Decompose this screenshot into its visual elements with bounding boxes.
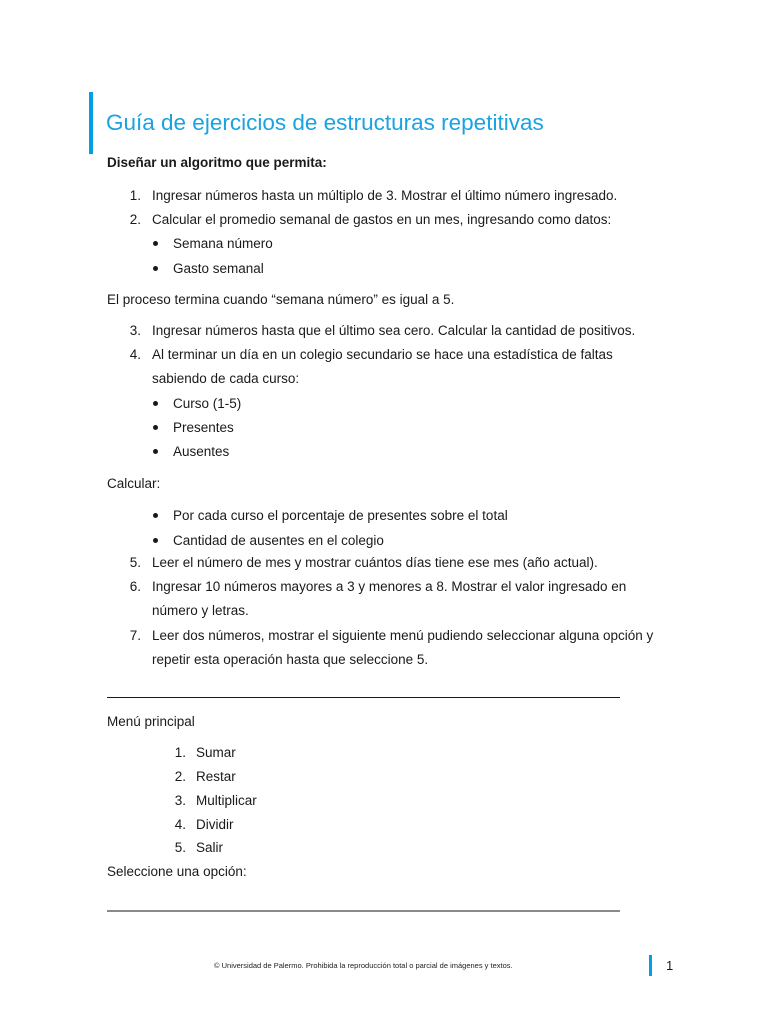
- bullet-text: Curso (1-5): [173, 396, 242, 411]
- bullet-dot: [153, 449, 158, 454]
- page-title: Guía de ejercicios de estructuras repetitivas: [106, 110, 544, 135]
- menu-option-label: Sumar: [196, 745, 236, 760]
- list-item-text: Ingresar 10 números mayores a 3 y menores a 8. Mostrar el valor ingresado en: [152, 579, 627, 594]
- list-number: 4.: [129, 347, 141, 362]
- menu-option-number: 2.: [174, 769, 186, 784]
- bullet-text: Presentes: [173, 420, 234, 435]
- bullet-text: Semana número: [173, 236, 273, 251]
- divider-line: [107, 910, 620, 912]
- copyright-footer: © Universidad de Palermo. Prohibida la reproducción total o parcial de imágenes y textos.: [214, 961, 513, 970]
- bullet-dot: [153, 241, 158, 246]
- menu-option-number: 5.: [174, 840, 186, 855]
- list-item-text: sabiendo de cada curso:: [152, 371, 300, 386]
- menu-option-label: Salir: [196, 840, 224, 855]
- divider-line: [107, 697, 620, 698]
- list-number: 2.: [129, 212, 141, 227]
- bullet-dot: [153, 266, 158, 271]
- title-accent-bar: [89, 92, 93, 154]
- paragraph: Calcular:: [107, 476, 161, 491]
- menu-option-label: Dividir: [196, 817, 234, 832]
- menu-option-label: Restar: [196, 769, 236, 784]
- list-item-text: Calcular el promedio semanal de gastos en un mes, ingresando como datos:: [152, 212, 612, 227]
- menu-title: Menú principal: [107, 714, 195, 729]
- list-number: 7.: [129, 628, 141, 643]
- bullet-text: Por cada curso el porcentaje de presentes sobre el total: [173, 508, 508, 523]
- section-subtitle: Diseñar un algoritmo que permita:: [107, 155, 327, 170]
- list-number: 6.: [129, 579, 141, 594]
- menu-option-number: 3.: [174, 793, 186, 808]
- bullet-text: Cantidad de ausentes en el colegio: [173, 533, 384, 548]
- menu-option-label: Multiplicar: [196, 793, 257, 808]
- list-item-text: Ingresar números hasta un múltiplo de 3. Mostrar el último número ingresado.: [152, 188, 618, 203]
- bullet-dot: [153, 425, 158, 430]
- menu-option-number: 4.: [174, 817, 186, 832]
- bullet-text: Ausentes: [173, 444, 230, 459]
- list-item-text: número y letras.: [152, 603, 249, 618]
- menu-prompt: Seleccione una opción:: [107, 864, 247, 879]
- bullet-dot: [153, 513, 158, 518]
- list-item-text: Ingresar números hasta que el último sea cero. Calcular la cantidad de positivos.: [152, 323, 636, 338]
- list-number: 1.: [129, 188, 141, 203]
- page-number-accent-bar: [649, 955, 652, 976]
- menu-option-number: 1.: [174, 745, 186, 760]
- bullet-text: Gasto semanal: [173, 261, 264, 276]
- bullet-dot: [153, 538, 158, 543]
- list-item-text: repetir esta operación hasta que seleccione 5.: [152, 652, 429, 667]
- list-number: 3.: [129, 323, 141, 338]
- list-item-text: Leer dos números, mostrar el siguiente menú pudiendo seleccionar alguna opción y: [152, 628, 654, 643]
- paragraph: El proceso termina cuando “semana número” es igual a 5.: [107, 292, 455, 307]
- list-item-text: Al terminar un día en un colegio secundario se hace una estadística de faltas: [152, 347, 613, 362]
- page-number: 1: [666, 958, 674, 973]
- bullet-dot: [153, 401, 158, 406]
- list-item-text: Leer el número de mes y mostrar cuántos días tiene ese mes (año actual).: [152, 555, 598, 570]
- list-number: 5.: [129, 555, 141, 570]
